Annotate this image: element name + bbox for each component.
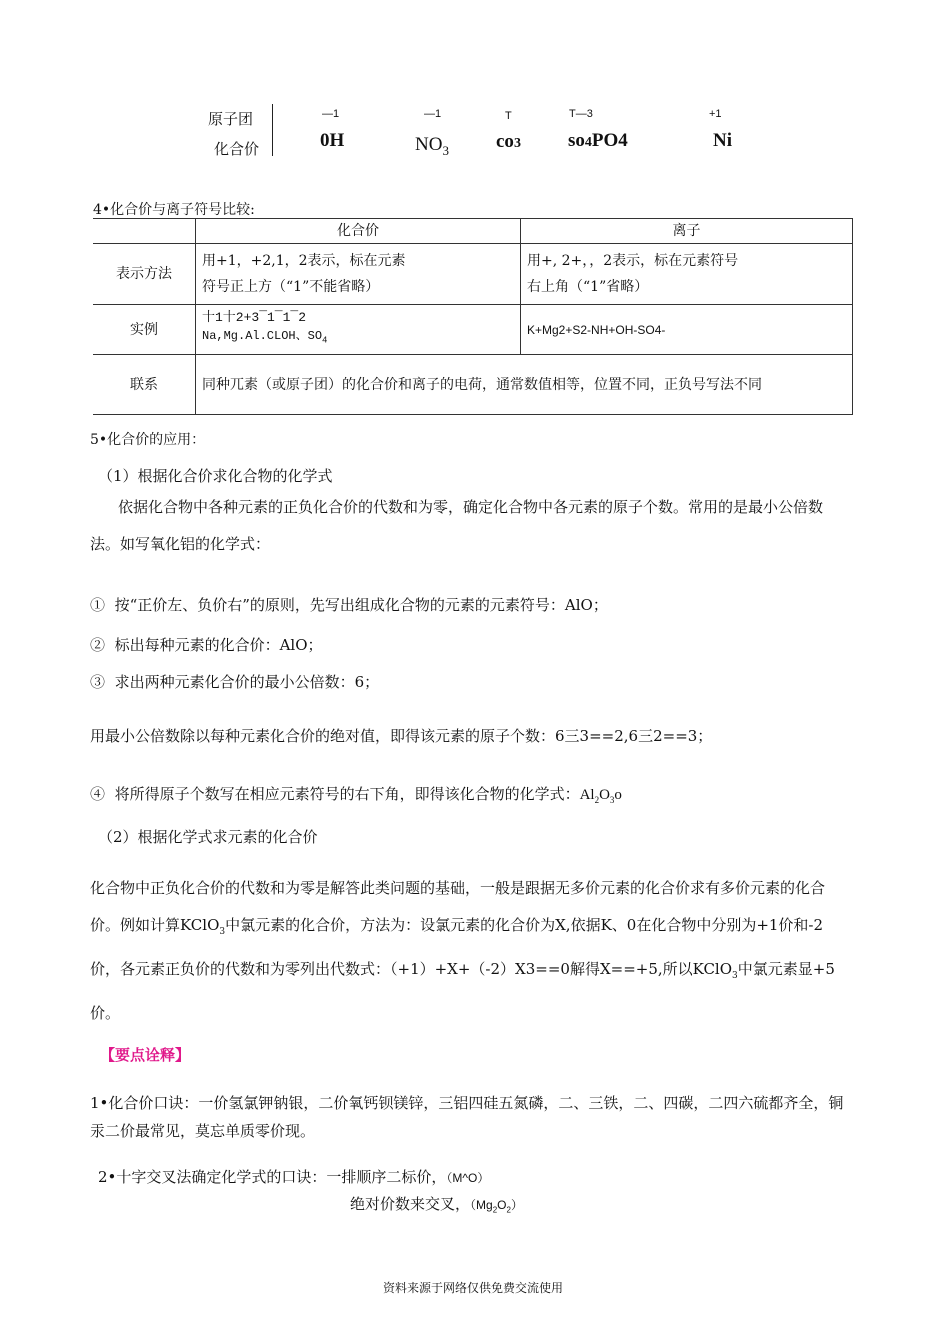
cell-line: Na,Mg.Al.CLOH、$SO_4$ (202, 329, 328, 346)
step-number: ④ (90, 785, 106, 803)
step-3 (90, 671, 379, 692)
header-valence: 化合价 (196, 219, 521, 244)
radical-symbol: $NO_3$ (415, 134, 449, 158)
valence-cell (196, 244, 521, 305)
cell-line: 用+1，+2,1，2表示，标在元素 (202, 253, 406, 269)
radical-valence: T (505, 110, 512, 122)
step-text: 将所得原子个数写在相应元素符号的右下角，即得该化合物的化学式：$Al_2O_3o$ (114, 785, 622, 805)
keypoint-2-line2: 绝对价数来交叉，$(Mg_2O_2)$ (350, 1195, 523, 1215)
table-corner-cell (93, 219, 196, 244)
ion-cell (521, 244, 853, 305)
step-text: 标出每种元素的化合价：AlO； (114, 636, 323, 654)
table-row (93, 244, 853, 305)
section4-heading: 4•化合价与离子符号比较: (93, 202, 255, 218)
step-text: 求出两种元素化合价的最小公倍数：6； (114, 673, 380, 691)
radical-valence: —1 (322, 108, 340, 120)
step-1 (90, 594, 608, 615)
cell-line: 符号正上方（“1”不能省略） (202, 279, 380, 295)
subheading-2: （2）根据化学式求元素的化合价 (98, 828, 318, 846)
row-label: 表示方法 (93, 244, 196, 305)
step-4 (90, 783, 622, 805)
radical-row-label: 原子团 (208, 110, 254, 128)
radical-valence: —1 (424, 108, 442, 120)
radical-symbol: 0H (320, 130, 345, 151)
radical-symbol: co3 (496, 131, 521, 152)
section5-heading: 5•化合价的应用： (90, 432, 206, 448)
step-number: ③ (90, 673, 106, 691)
subheading-1: （1）根据化合价求化合物的化学式 (98, 467, 333, 485)
merged-cell: 同种兀素（或原子团）的化合价和离子的电荷，通常数值相等，位置不同，正负号写法不同 (196, 355, 853, 415)
intro-paragraph: 依据化合物中各种元素的正负化合价的代数和为零，确定化合物中各元素的原子个数。常用的是最小公倍数法。如写氧化铝的化学式： (90, 498, 824, 553)
footer-note: 资料来源于网络仅供免费交流使用 (383, 1281, 564, 1295)
radical-symbol: so4PO4 (568, 130, 628, 151)
ion-cell: K+Mg2+S2-NH+OH-SO4- (521, 305, 853, 355)
table-row (93, 305, 853, 355)
cell-line: 用+, 2+，，2表示，标在元素符号 (527, 253, 739, 269)
divide-instruction: 用最小公倍数除以每种元素化合价的绝对值，即得该元素的原子个数：6三3==2,6三2==3； (90, 727, 713, 745)
keypoint-1: 1•化合价口诀：一价氢氯钾钠银，二价氧钙钡镁锌，三铝四硅五氮磷，二、三铁，二、四碳，二四六硫都齐全，铜汞二价最常见，莫忘单质零价现。 (90, 1094, 844, 1140)
step-number: ② (90, 636, 106, 654)
radical-divider (272, 104, 273, 156)
row-label: 实例 (93, 305, 196, 355)
valence-row-label: 化合价 (214, 140, 260, 158)
table-row (93, 355, 853, 415)
radical-symbol: Ni (713, 130, 732, 151)
radical-valence: T—3 (569, 108, 593, 120)
comparison-table (93, 218, 853, 415)
row-label: 联系 (93, 355, 196, 415)
keypoints-heading: 【要点诠释】 (100, 1046, 191, 1064)
step-text: 按“正价左、负价右”的原则，先写出组成化合物的元素的元素符号：AlO； (114, 596, 608, 614)
cell-line: 十1十2+3¯1¯1¯2 (202, 310, 307, 326)
step-number: ① (90, 596, 106, 614)
cell-line: 右上角（“1”省略） (527, 279, 649, 295)
valence-cell (196, 305, 521, 355)
table-header-row (93, 219, 853, 244)
header-ion: 离子 (521, 219, 853, 244)
step-2 (90, 634, 323, 655)
keypoint-2-line1: 2•十字交叉法确定化学式的口诀：一排顺序二标价，（M^O） (98, 1168, 490, 1186)
radical-valence: +1 (709, 108, 722, 120)
method-paragraph: 化合物中正负化合价的代数和为零是解答此类问题的基础，一般是跟据无多价元素的化合价求有多价元素的化合价。例如计算KClO$_3$中氯元素的化合价，方法为：设氯元素的化合价为X,依据K、0在化合物中分别为+1价和-2价，各元素正负价的代数和为零列出代数式：（+1）+X+（-2）X3==0解得X==+5,所以KClO$_3$中氯元素显+5价。 (90, 879, 835, 1022)
